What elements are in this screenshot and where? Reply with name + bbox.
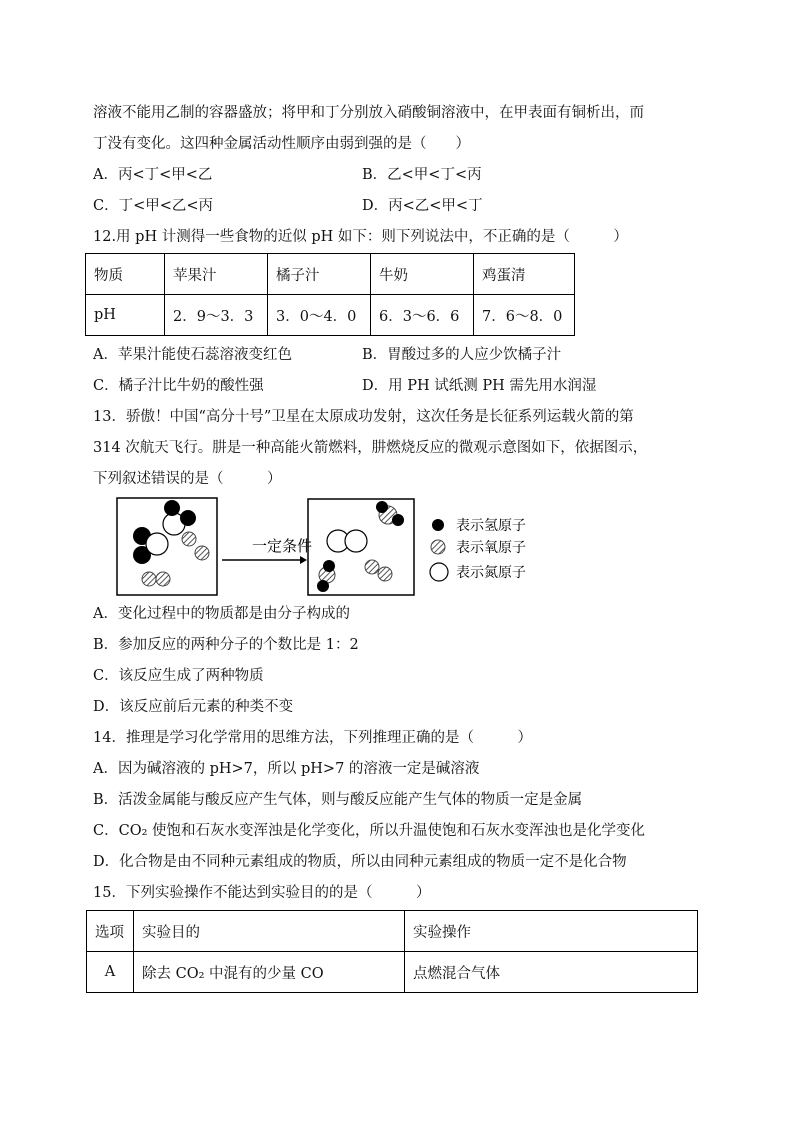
nitrogen-molecule [327,530,367,552]
q15-stem: 15．下列实验操作不能达到实验目的的是（ ） [93,885,431,901]
q11-line2: 丁没有变化。这四种金属活动性顺序由弱到强的是（ ） [93,136,470,152]
q12-option-d: D．用 PH 试纸测 PH 需先用水润湿 [362,378,597,394]
q13-option-d: D．该反应前后元素的种类不变 [93,699,294,715]
q11-option-a: A．丙<丁<甲<乙 [93,167,213,183]
oxygen-molecule [182,532,209,560]
table-cell: 2．9～3．3 [165,295,268,336]
q11-option-c: C．丁<甲<乙<丙 [93,198,214,214]
q14-option-d: D．化合物是由不同种元素组成的物质，所以由同种元素组成的物质一定不是化合物 [93,854,627,870]
q14-option-a: A．因为碱溶液的 pH>7，所以 pH>7 的溶液一定是碱溶液 [93,761,480,777]
q13-option-b: B．参加反应的两种分子的个数比是 1：2 [93,637,359,653]
table-cell: 6．3～6．6 [371,295,474,336]
table-row [87,952,698,993]
oxygen-molecule [142,572,170,586]
oxygen-legend-icon [431,540,445,554]
table-cell: 橘子汁 [268,254,371,295]
table-cell: A [87,952,134,993]
q13-line1: 13．骄傲！中国“高分十号”卫星在太原成功发射，这次任务是长征系列运载火箭的第 [93,409,634,425]
q13-option-a: A．变化过程中的物质都是由分子构成的 [93,606,350,622]
q14-stem: 14．推理是学习化学常用的思维方法，下列推理正确的是（ ） [93,730,532,746]
q14-option-c: C．CO₂ 使饱和石灰水变浑浊是化学变化，所以升温使饱和石灰水变浑浊也是化学变化 [93,823,645,839]
q12-stem: 12.用 pH 计测得一些食物的近似 pH 如下：则下列说法中，不正确的是（ ） [93,229,628,245]
table-cell: pH [86,295,165,336]
nitrogen-legend-icon [430,563,448,581]
q12-option-b: B．胃酸过多的人应少饮橘子汁 [362,347,562,363]
q13-line2: 314 次航天飞行。肼是一种高能火箭燃料，肼燃烧反应的微观示意图如下，依据图示， [93,440,648,456]
legend-nitrogen: 表示氮原子 [456,564,526,580]
table-row [86,295,575,336]
experiment-table [86,910,698,993]
table-cell: 鸡蛋清 [474,254,575,295]
legend-oxygen: 表示氧原子 [456,539,526,555]
q14-option-b: B．活泼金属能与酸反应产生气体，则与酸反应能产生气体的物质一定是金属 [93,792,583,808]
water-molecule [317,560,335,592]
arrowhead [300,556,307,564]
table-cell: 3．0～4．0 [268,295,371,336]
q12-option-a: A．苹果汁能使石蕊溶液变红色 [93,347,292,363]
table-row [86,254,575,295]
oxygen-molecule [365,560,392,581]
table-row [87,911,698,952]
hydrogen-legend-icon [432,519,444,531]
q13-option-c: C．该反应生成了两种物质 [93,668,264,684]
table-cell: 苹果汁 [165,254,268,295]
table-cell: 实验目的 [134,911,405,952]
q13-line3: 下列叙述错误的是（ ） [93,471,282,487]
reaction-diagram [116,497,576,597]
q11-option-b: B．乙<甲<丁<丙 [362,167,482,183]
q11-option-d: D．丙<乙<甲<丁 [362,198,483,214]
table-cell: 实验操作 [405,911,698,952]
table-cell: 除去 CO₂ 中混有的少量 CO [134,952,405,993]
table-cell: 7．6～8．0 [474,295,575,336]
table-cell: 牛奶 [371,254,474,295]
table-cell: 选项 [87,911,134,952]
water-molecule [376,501,404,526]
arrow-label: 一定条件 [252,538,313,555]
legend-hydrogen: 表示氢原子 [456,517,526,533]
table-cell: 点燃混合气体 [405,952,698,993]
table-cell: 物质 [86,254,165,295]
q11-line1: 溶液不能用乙制的容器盛放；将甲和丁分别放入硝酸铜溶液中，在甲表面有铜析出，而 [93,105,644,121]
ph-table [85,253,575,336]
q12-option-c: C．橘子汁比牛奶的酸性强 [93,378,264,394]
